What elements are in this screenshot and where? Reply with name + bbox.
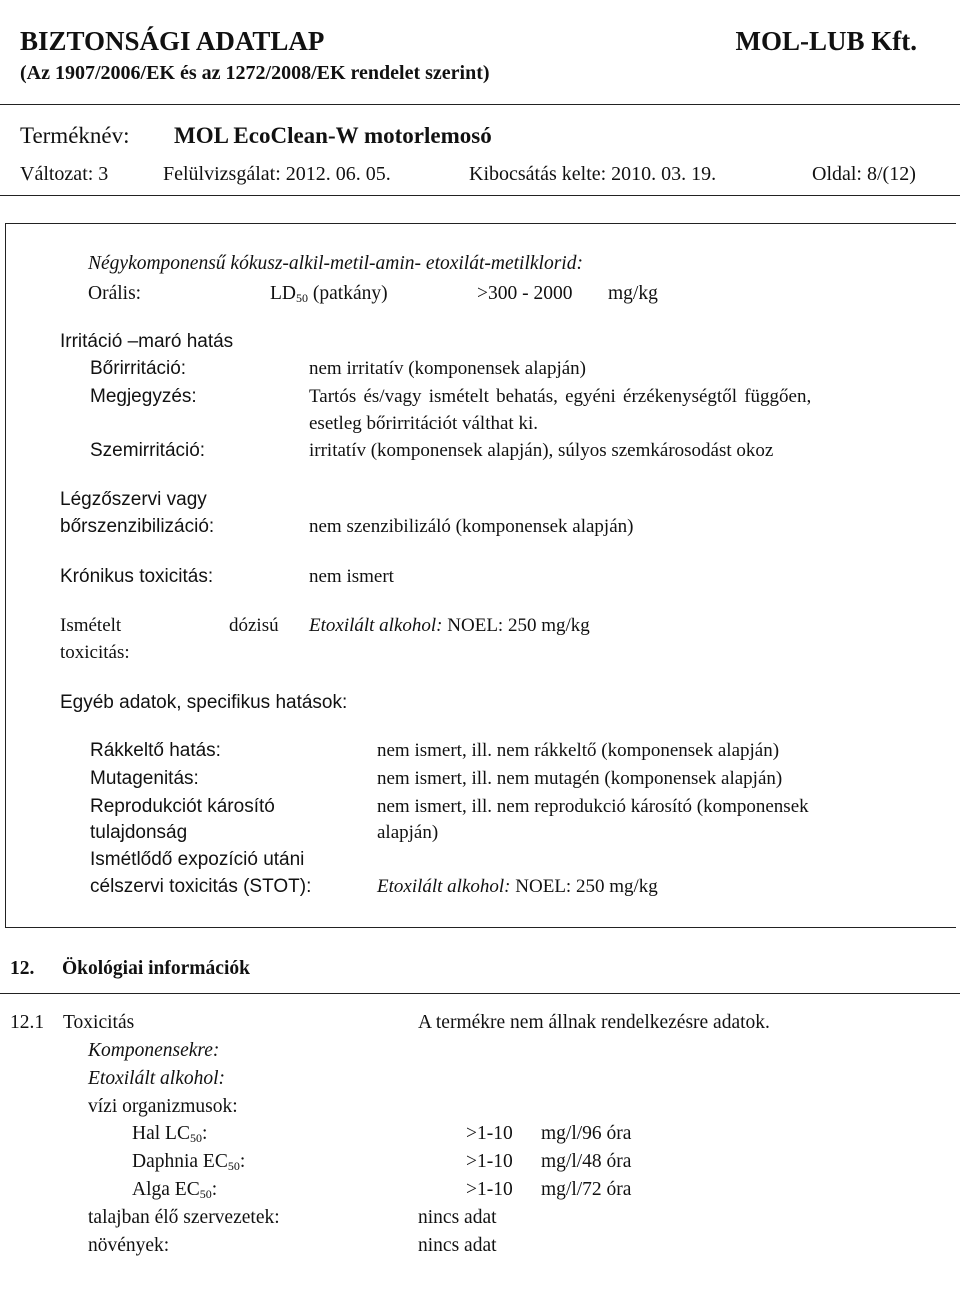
oral-unit: mg/kg bbox=[608, 283, 658, 304]
revision-date: Felülvizsgálat: 2012. 06. 05. bbox=[163, 163, 391, 185]
eye-irritation-value: irritatív (komponensek alapján), súlyos szemkárosodást okoz bbox=[309, 440, 774, 461]
daphnia-value: >1-10 bbox=[466, 1151, 513, 1172]
aquatic-label: vízi organizmusok: bbox=[88, 1096, 238, 1117]
section-12-1-value: A termékre nem állnak rendelkezésre adatok. bbox=[418, 1012, 770, 1033]
section-12-divider bbox=[0, 993, 960, 994]
components-label: Komponensekre: bbox=[88, 1040, 220, 1061]
fish-unit: mg/l/96 óra bbox=[541, 1123, 632, 1144]
page-number: Oldal: 8/(12) bbox=[812, 163, 916, 185]
carcinogenicity-value: nem ismert, ill. nem rákkeltő (komponensek alapján) bbox=[377, 740, 780, 761]
product-name: MOL EcoClean-W motorlemosó bbox=[174, 123, 492, 148]
header-divider-bottom bbox=[0, 195, 960, 196]
daphnia-label: Daphnia $EC_{50}$: bbox=[132, 1151, 246, 1173]
algae-unit: mg/l/72 óra bbox=[541, 1179, 632, 1200]
skin-irritation-label: Bőrirritáció: bbox=[90, 358, 187, 379]
product-label: Terméknév: bbox=[20, 123, 130, 148]
algae-label: Alga $EC_{50}$: bbox=[132, 1179, 218, 1201]
stot-value: Etoxilált alkohol: NOEL: 250 mg/kg bbox=[377, 876, 658, 897]
algae-value: >1-10 bbox=[466, 1179, 513, 1200]
repeated-dose-label-c: toxicitás: bbox=[60, 642, 130, 663]
stot-label-line-1: Ismétlődő expozíció utáni bbox=[90, 849, 305, 870]
regulation-note: (Az 1907/2006/EK és az 1272/2008/EK rendelet szerint) bbox=[20, 62, 490, 84]
chronic-toxicity-value: nem ismert bbox=[309, 566, 394, 587]
fish-value: >1-10 bbox=[466, 1123, 513, 1144]
repeated-dose-value: Etoxilált alkohol: NOEL: 250 mg/kg bbox=[309, 615, 590, 636]
version: Változat: 3 bbox=[20, 163, 109, 185]
company-name: MOL-LUB Kft. bbox=[735, 26, 917, 56]
alcohol-label: Etoxilált alkohol: bbox=[88, 1068, 226, 1089]
stot-label-line-2: célszervi toxicitás (STOT): bbox=[90, 876, 312, 897]
sensitization-label-line-2: bőrszenzibilizáció: bbox=[60, 516, 215, 537]
document-title: BIZTONSÁGI ADATLAP bbox=[20, 26, 325, 56]
reproductive-value-line-2: alapján) bbox=[377, 822, 439, 843]
irritation-heading: Irritáció –maró hatás bbox=[60, 331, 234, 352]
daphnia-unit: mg/l/48 óra bbox=[541, 1151, 632, 1172]
plants-value: nincs adat bbox=[418, 1235, 497, 1256]
reproductive-label-line-1: Reprodukciót károsító bbox=[90, 796, 275, 817]
note-line-2: esetleg bőrirritációt válthat ki. bbox=[309, 413, 538, 434]
repeated-dose-label-a: Ismételt bbox=[60, 615, 122, 636]
reproductive-value-line-1: nem ismert, ill. nem reprodukció károsító (komponensek bbox=[377, 796, 809, 817]
eye-irritation-label: Szemirritáció: bbox=[90, 440, 206, 461]
note-line-1: Tartós és/vagy ismételt behatás, egyéni érzékenységtől függően, bbox=[309, 386, 812, 407]
plants-label: növények: bbox=[88, 1235, 170, 1256]
repeated-dose-label-b: dózisú bbox=[229, 615, 279, 636]
skin-irritation-value: nem irritatív (komponensek alapján) bbox=[309, 358, 586, 379]
other-effects-heading: Egyéb adatok, specifikus hatások: bbox=[60, 692, 348, 713]
chronic-toxicity-label: Krónikus toxicitás: bbox=[60, 566, 214, 587]
soil-organisms-value: nincs adat bbox=[418, 1207, 497, 1228]
header-divider-top bbox=[0, 104, 960, 105]
carcinogenicity-label: Rákkeltő hatás: bbox=[90, 740, 221, 761]
mutagenicity-label: Mutagenitás: bbox=[90, 768, 199, 789]
sensitization-label-line-1: Légzőszervi vagy bbox=[60, 489, 207, 510]
section-12-number: 12. bbox=[10, 958, 35, 979]
ld50-label: $LD_{50}$ (patkány) bbox=[270, 283, 388, 305]
issue-date: Kibocsátás kelte: 2010. 03. 19. bbox=[469, 163, 717, 185]
note-label: Megjegyzés: bbox=[90, 386, 197, 407]
sensitization-value: nem szenzibilizáló (komponensek alapján) bbox=[309, 516, 634, 537]
fish-label: Hal $LC_{50}$: bbox=[132, 1123, 208, 1145]
mutagenicity-value: nem ismert, ill. nem mutagén (komponensek alapján) bbox=[377, 768, 783, 789]
oral-label: Orális: bbox=[88, 283, 142, 304]
soil-organisms-label: talajban élő szervezetek: bbox=[88, 1207, 280, 1228]
component-name: Négykomponensű kókusz-alkil-metil-amin- etoxilát-metilklorid: bbox=[88, 253, 583, 274]
section-12-1-number: 12.1 bbox=[10, 1012, 45, 1033]
oral-value: >300 - 2000 bbox=[477, 283, 573, 304]
reproductive-label-line-2: tulajdonság bbox=[90, 822, 188, 843]
section-12-title: Ökológiai információk bbox=[62, 958, 250, 979]
section-12-1-title: Toxicitás bbox=[63, 1012, 135, 1033]
